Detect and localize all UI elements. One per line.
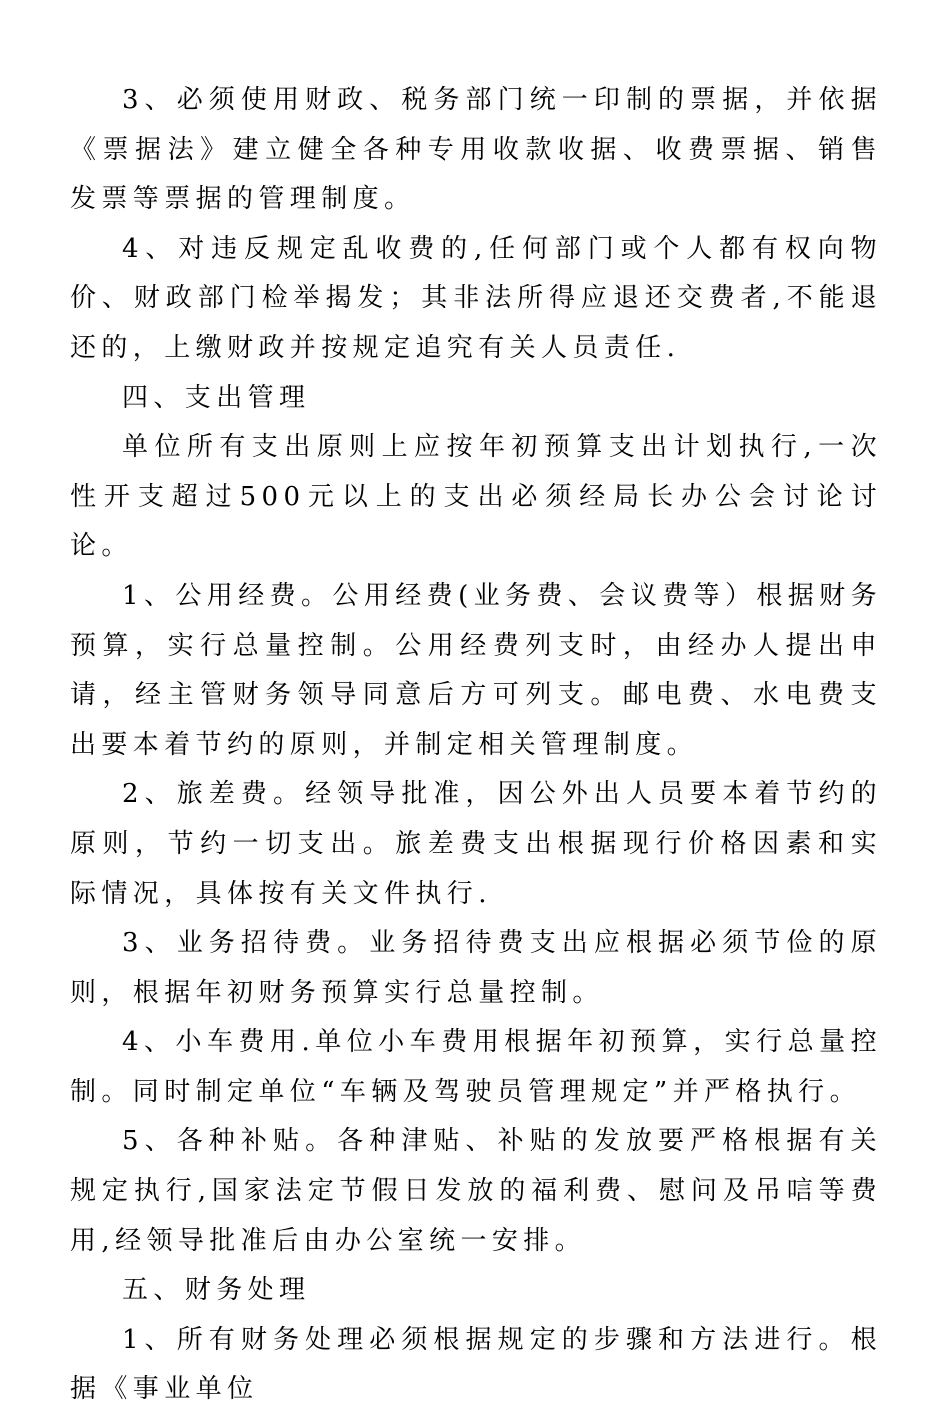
paragraph-illegal-charges: 4、对违反规定乱收费的,任何部门或个人都有权向物价、财政部门检举揭发；其非法所得应退还交费者,不能退还的，上缴财政并按规定追究有关人员责任. (70, 233, 882, 363)
paragraph-processing-steps: 1、所有财务处理必须根据规定的步骤和方法进行。根据《事业单位 (70, 1324, 882, 1405)
paragraph-entertainment-expenses: 3、业务招待费。业务招待费支出应根据必须节俭的原则，根据年初财务预算实行总量控制。 (70, 928, 882, 1008)
paragraph-vehicle-expenses: 4、小车费用.单位小车费用根据年初预算，实行总量控制。同时制定单位“车辆及驾驶员管理规定”并严格执行。 (70, 1027, 882, 1107)
document-page (70, 76, 882, 1415)
section-heading-financial-processing: 五、财务处理 (122, 1275, 311, 1306)
section-heading-expenditure: 四、支出管理 (122, 382, 311, 413)
paragraph-travel-expenses: 2、旅差费。经领导批准，因公外出人员要本着节约的原则，节约一切支出。旅差费支出根据现行价格因素和实际情况，具体按有关文件执行. (70, 779, 882, 909)
paragraph-public-funds: 1、公用经费。公用经费(业务费、会议费等）根据财务预算，实行总量控制。公用经费列支时，由经办人提出申请，经主管财务领导同意后方可列支。邮电费、水电费支出要本着节约的原则，并制定相关管理制度。 (70, 580, 882, 760)
paragraph-subsidies: 5、各种补贴。各种津贴、补贴的发放要严格根据有关规定执行,国家法定节假日发放的福利费、慰问及吊唁等费用,经领导批准后由办公室统一安排。 (70, 1126, 882, 1256)
paragraph-expenditure-principle: 单位所有支出原则上应按年初预算支出计划执行,一次性开支超过500元以上的支出必须经局长办公会讨论讨论。 (70, 432, 882, 562)
paragraph-receipts-management: 3、必须使用财政、税务部门统一印制的票据，并依据《票据法》建立健全各种专用收款收据、收费票据、销售发票等票据的管理制度。 (70, 85, 882, 215)
